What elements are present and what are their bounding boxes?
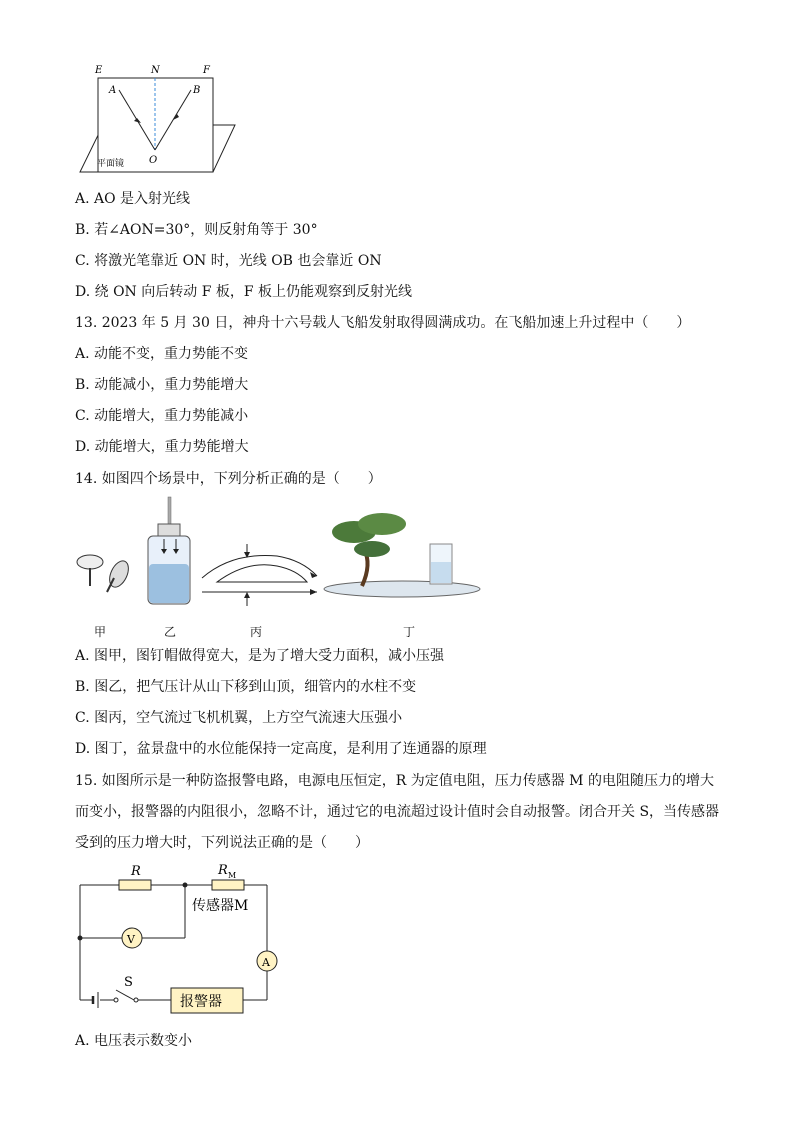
q13-option-b: B. 动能减小，重力势能增大 (75, 377, 249, 393)
q13-option-c: C. 动能增大，重力势能减小 (75, 408, 249, 424)
q15-stem-line3: 受到的压力增大时，下列说法正确的是（ ） (75, 835, 369, 851)
q12-option-d: D. 绕 ON 向后转动 F 板，F 板上仍能观察到反射光线 (75, 284, 413, 300)
q15-stem-line2: 而变小，报警器的内阻很小，忽略不计，通过它的电流超过设计值时会自动报警。闭合开关 S，当传感器 (75, 804, 720, 820)
label-sensor: 传感器M (192, 898, 249, 914)
q13-option-d: D. 动能增大，重力势能增大 (75, 439, 249, 455)
caption-jia: 甲 (94, 625, 107, 639)
caption-bing: 丙 (250, 625, 263, 639)
thumbtack-figure (77, 555, 132, 592)
label-n: N (151, 65, 160, 76)
q15-option-a: A. 电压表示数变小 (75, 1033, 193, 1049)
q12-option-b: B. 若∠AON=30°，则反射角等于 30° (75, 222, 318, 238)
label-f: F (203, 65, 210, 76)
q14-figures (72, 494, 482, 614)
q12-option-c: C. 将激光笔靠近 ON 时，光线 OB 也会靠近 ON (75, 253, 382, 269)
q14-option-b: B. 图乙，把气压计从山下移到山顶，细管内的水柱不变 (75, 679, 417, 695)
caption-yi: 乙 (164, 625, 177, 639)
label-o: O (149, 155, 158, 166)
q14-option-c: C. 图丙，空气流过飞机机翼，上方空气流速大压强小 (75, 710, 403, 726)
q14-option-a: A. 图甲，图钉帽做得宽大，是为了增大受力面积，减小压强 (75, 648, 445, 664)
bonsai-figure (324, 513, 480, 597)
label-rm: R (218, 863, 228, 878)
label-b: B (193, 85, 201, 96)
label-mirror: 平面镜 (97, 159, 125, 169)
resistor-r (119, 880, 151, 890)
barometer-figure (148, 497, 190, 604)
q14-option-d: D. 图丁，盆景盘中的水位能保持一定高度，是利用了连通器的原理 (75, 741, 487, 757)
reflection-figure (75, 60, 245, 175)
q14-stem: 14. 如图四个场景中，下列分析正确的是（ ） (75, 471, 382, 487)
label-voltmeter: V (127, 933, 135, 946)
q13-option-a: A. 动能不变，重力势能不变 (75, 346, 249, 362)
label-rm-sub: M (228, 871, 237, 880)
airfoil-figure (202, 544, 317, 606)
label-ammeter: A (262, 956, 270, 969)
q15-stem-line1: 15. 如图所示是一种防盗报警电路，电源电压恒定，R 为定值电阻，压力传感器 M 的电阻随压力的增大 (75, 773, 714, 789)
label-r: R (131, 864, 141, 879)
label-e: E (95, 65, 103, 76)
q13-stem: 13. 2023 年 5 月 30 日，神舟十六号载人飞船发射取得圆满成功。在飞船加速上升过程中（ ） (75, 315, 691, 331)
label-alarm: 报警器 (180, 994, 222, 1010)
alarm-circuit (72, 858, 287, 1023)
label-switch: S (124, 975, 133, 990)
caption-ding: 丁 (403, 625, 416, 639)
q12-option-a: A. AO 是入射光线 (75, 191, 191, 207)
resistor-rm (212, 880, 244, 890)
label-a: A (109, 85, 117, 96)
